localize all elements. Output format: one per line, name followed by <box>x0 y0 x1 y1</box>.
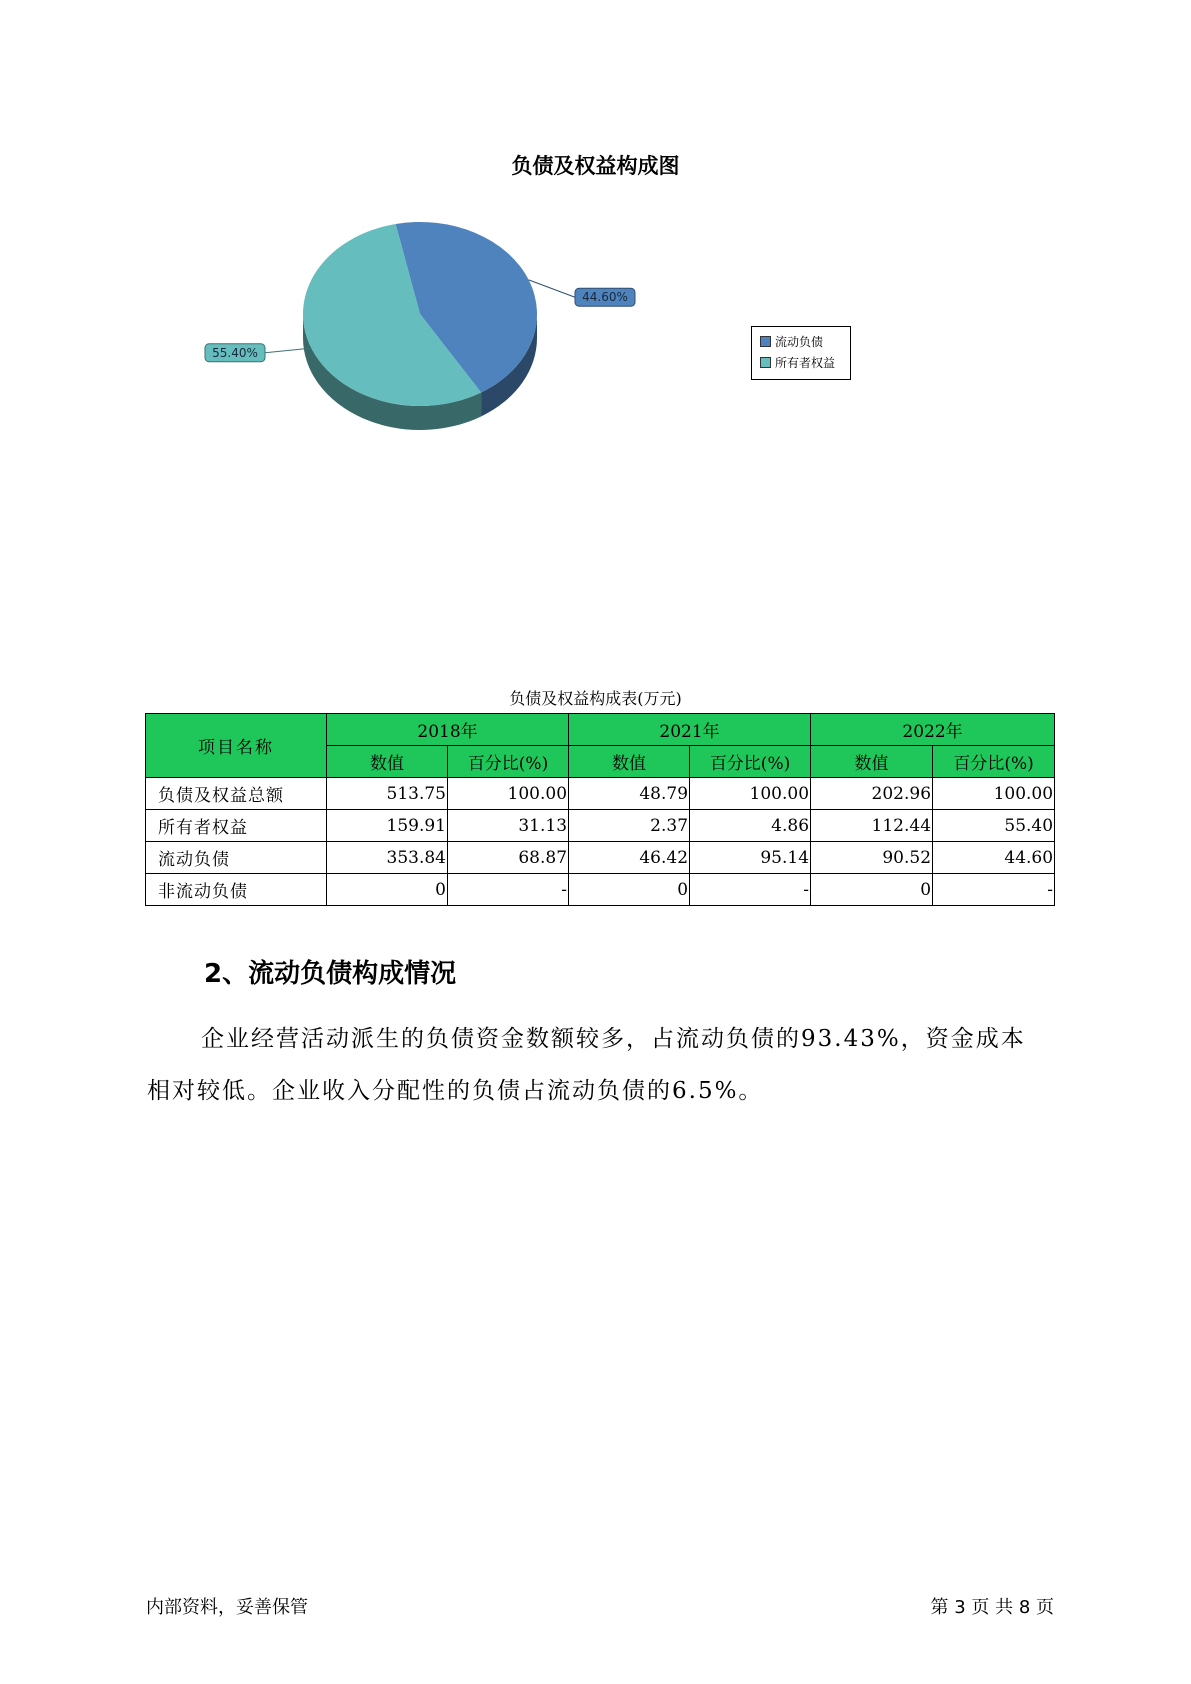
legend-label: 流动负债 <box>775 335 824 349</box>
header-percent: 百分比(%) <box>933 746 1055 778</box>
table-caption: 负债及权益构成表(万元) <box>509 689 682 708</box>
cell-value: 513.75 <box>327 778 448 810</box>
body-paragraph: 企业经营活动派生的负债资金数额较多，占流动负债的93.43%，资金成本相对较低。企业收入分配性的负债占流动负债的6.5%。 <box>147 1026 1026 1104</box>
legend-item-owner-equity <box>760 355 835 371</box>
cell-value: 353.84 <box>327 842 448 874</box>
cell-percent: 100.00 <box>933 778 1055 810</box>
cell-value: 202.96 <box>811 778 933 810</box>
cell-value: 0 <box>811 874 933 906</box>
header-year: 2022年 <box>811 714 1055 746</box>
liabilities-equity-table <box>145 713 1055 906</box>
header-percent: 百分比(%) <box>448 746 569 778</box>
cell-value: 48.79 <box>569 778 690 810</box>
cell-percent: - <box>933 874 1055 906</box>
cell-percent: - <box>448 874 569 906</box>
legend-label: 所有者权益 <box>775 356 836 370</box>
table-row <box>146 778 1055 810</box>
cell-value: 0 <box>569 874 690 906</box>
chart-title: 负债及权益构成图 <box>511 154 680 178</box>
pie-data-label-0: 44.60% <box>582 290 628 305</box>
cell-value: 159.91 <box>327 810 448 842</box>
cell-value: 46.42 <box>569 842 690 874</box>
footer-page-number: 第 3 页 共 8 页 <box>930 1597 1054 1618</box>
row-label: 所有者权益 <box>146 810 327 842</box>
header-value: 数值 <box>327 746 448 778</box>
row-label: 负债及权益总额 <box>146 778 327 810</box>
table-row <box>146 842 1055 874</box>
table-row <box>146 810 1055 842</box>
cell-percent: - <box>690 874 811 906</box>
cell-percent: 95.14 <box>690 842 811 874</box>
legend-swatch-owner-equity <box>760 357 771 368</box>
footer-confidential: 内部资料，妥善保管 <box>146 1597 308 1618</box>
cell-value: 0 <box>327 874 448 906</box>
legend-item-current-liabilities <box>760 334 823 350</box>
cell-value: 112.44 <box>811 810 933 842</box>
row-label: 流动负债 <box>146 842 327 874</box>
header-percent: 百分比(%) <box>690 746 811 778</box>
cell-value: 2.37 <box>569 810 690 842</box>
header-value: 数值 <box>569 746 690 778</box>
table-row <box>146 874 1055 906</box>
header-item-name: 项目名称 <box>146 714 327 778</box>
cell-percent: 44.60 <box>933 842 1055 874</box>
section-heading: 2、流动负债构成情况 <box>204 959 457 989</box>
pie-data-label-1: 55.40% <box>212 345 258 360</box>
header-year: 2021年 <box>569 714 811 746</box>
row-label: 非流动负债 <box>146 874 327 906</box>
pie-chart <box>0 220 1191 460</box>
table-header-row <box>146 714 1055 746</box>
cell-percent: 100.00 <box>690 778 811 810</box>
cell-percent: 68.87 <box>448 842 569 874</box>
cell-percent: 31.13 <box>448 810 569 842</box>
chart-legend <box>751 326 851 380</box>
cell-value: 90.52 <box>811 842 933 874</box>
pie-leader-line-0 <box>529 280 575 297</box>
cell-percent: 100.00 <box>448 778 569 810</box>
cell-percent: 55.40 <box>933 810 1055 842</box>
legend-swatch-current-liabilities <box>760 336 771 347</box>
header-year: 2018年 <box>327 714 569 746</box>
header-value: 数值 <box>811 746 933 778</box>
cell-percent: 4.86 <box>690 810 811 842</box>
